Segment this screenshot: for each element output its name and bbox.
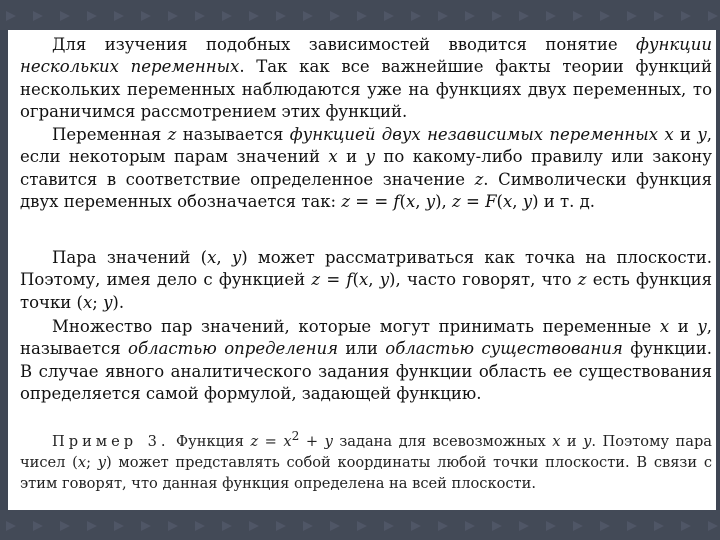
- arrow-bullet-icon: [519, 11, 529, 21]
- arrow-bullet-icon: [600, 521, 610, 531]
- arrow-bullet-icon: [465, 521, 475, 531]
- math-text: y: [365, 147, 375, 167]
- math-text: z: [341, 191, 351, 211]
- arrow-bullet-icon: [195, 11, 205, 21]
- arrow-bullet-icon: [114, 11, 124, 21]
- arrow-bullet-icon: [222, 521, 232, 531]
- arrow-bullet-icon: [384, 11, 394, 21]
- text-run: Пара значений (: [52, 248, 208, 267]
- text-run: по какому-либо правилу или закону ставится в соответствие определенное значение: [20, 147, 712, 189]
- document-page: [8, 30, 716, 510]
- text-run: (: [496, 191, 503, 211]
- text-run: и: [669, 317, 698, 336]
- text-run: =: [460, 191, 486, 211]
- math-text: областью существования: [385, 339, 623, 359]
- math-text: x: [405, 191, 416, 211]
- arrow-bullet-icon: [546, 521, 556, 531]
- text-run: ,: [216, 248, 232, 267]
- text-run: (: [399, 191, 406, 211]
- arrow-bullet-icon: [276, 11, 286, 21]
- arrow-bullet-icon: [708, 521, 718, 531]
- arrow-bullet-icon: [465, 11, 475, 21]
- math-text: функцией двух независимых переменных x: [289, 125, 674, 144]
- math-text: x: [358, 270, 369, 290]
- math-text: x: [659, 317, 670, 336]
- text-run: ,: [512, 191, 523, 211]
- arrow-bullet-icon: [546, 11, 556, 21]
- arrow-bullet-icon: [222, 11, 232, 21]
- arrow-bullet-icon: [60, 11, 70, 21]
- arrow-bullet-icon: [303, 11, 313, 21]
- arrow-bullet-icon: [708, 11, 718, 21]
- text-run: (: [352, 270, 359, 290]
- text-run: и: [560, 432, 584, 450]
- arrow-bullet-icon: [276, 521, 286, 531]
- top-arrow-strip: [0, 0, 720, 30]
- math-text: z: [167, 125, 177, 144]
- arrow-bullet-icon: [330, 11, 340, 21]
- text-run: или: [338, 339, 386, 359]
- text-run: Для изучения подобных зависимостей вводится понятие: [52, 35, 637, 54]
- math-text: F: [485, 191, 497, 211]
- text-run: задана для всевозможных: [332, 432, 553, 450]
- math-text: функции нескольких переменных: [20, 35, 712, 77]
- text-run: Переменная: [52, 125, 168, 144]
- arrow-bullet-icon: [411, 11, 421, 21]
- paragraph-1: [20, 34, 712, 123]
- text-run: =: [258, 432, 284, 450]
- math-text: y: [697, 125, 707, 144]
- math-text: z: [311, 270, 321, 290]
- math-text: z: [474, 169, 484, 189]
- text-run: ), часто говорят, что: [389, 270, 578, 290]
- arrow-bullet-icon: [60, 521, 70, 531]
- text-run: 2: [291, 429, 300, 443]
- text-run: . Поэтому пара чисел (: [20, 432, 712, 472]
- text-run: ).: [112, 292, 125, 312]
- text-run: функции. В случае явного аналитического задания функции область ее существования определяется самой формулой, задающей функцию.: [20, 339, 712, 403]
- arrow-bullet-icon: [681, 521, 691, 531]
- arrow-bullet-icon: [6, 521, 16, 531]
- text-run: . Так как все важнейшие факты теории функций нескольких переменных наблюдаются уже на функциях двух переменных, то ограничимся рассмотрением этих функций.: [20, 57, 712, 121]
- arrow-bullet-icon: [195, 521, 205, 531]
- math-text: x: [207, 248, 217, 267]
- text-run: = =: [350, 191, 394, 211]
- text-run: называется: [176, 125, 290, 144]
- math-text: областью определения: [128, 339, 338, 359]
- text-run: +: [299, 432, 325, 450]
- math-text: z: [577, 270, 587, 290]
- text-run: Функция: [169, 432, 251, 450]
- paragraph-2: [20, 124, 712, 213]
- math-text: y: [697, 317, 707, 336]
- text-run: ),: [435, 191, 453, 211]
- math-text: y: [97, 454, 107, 472]
- math-text: y: [425, 191, 436, 211]
- math-text: z: [452, 191, 461, 211]
- text-run: ;: [86, 454, 98, 472]
- arrow-bullet-icon: [87, 521, 97, 531]
- text-run: ,: [368, 270, 380, 290]
- math-text: x: [82, 292, 93, 312]
- paragraph-3: [20, 247, 712, 314]
- arrow-bullet-icon: [141, 521, 151, 531]
- arrow-bullet-icon: [249, 521, 259, 531]
- arrow-bullet-icon: [87, 11, 97, 21]
- paragraph-4: [20, 316, 712, 405]
- arrow-bullet-icon: [438, 521, 448, 531]
- arrow-bullet-icon: [114, 521, 124, 531]
- math-text: f: [393, 191, 400, 211]
- arrow-bullet-icon: [330, 521, 340, 531]
- text-run: . Символически функция двух переменных обозначается так:: [20, 169, 712, 211]
- math-text: y: [583, 432, 592, 450]
- math-text: x: [77, 454, 87, 472]
- math-text: z: [250, 432, 259, 450]
- arrow-bullet-icon: [303, 521, 313, 531]
- math-text: x: [502, 191, 513, 211]
- arrow-bullet-icon: [492, 521, 502, 531]
- text-run: ,: [415, 191, 426, 211]
- math-text: f: [346, 270, 353, 290]
- math-text: y: [379, 270, 390, 290]
- arrow-bullet-icon: [492, 11, 502, 21]
- arrow-bullet-icon: [654, 521, 664, 531]
- arrow-bullet-icon: [168, 521, 178, 531]
- math-text: x: [328, 147, 338, 167]
- text-run: есть функция точки (: [20, 270, 712, 312]
- bottom-arrow-strip: [0, 510, 720, 540]
- text-run: , называется: [20, 317, 712, 359]
- arrow-bullet-icon: [600, 11, 610, 21]
- arrow-bullet-icon: [654, 11, 664, 21]
- arrow-bullet-icon: [519, 521, 529, 531]
- arrow-bullet-icon: [681, 11, 691, 21]
- math-text: y: [103, 292, 113, 312]
- arrow-bullet-icon: [573, 11, 583, 21]
- arrow-bullet-icon: [168, 11, 178, 21]
- arrow-bullet-icon: [627, 11, 637, 21]
- arrow-bullet-icon: [573, 521, 583, 531]
- text-run: ) может представлять собой координаты любой точки плоскости. В связи с этим говорят, что данная функция определена на всей плоскости.: [20, 454, 712, 493]
- arrow-bullet-icon: [33, 521, 43, 531]
- text-run: и: [673, 125, 698, 144]
- arrow-bullet-icon: [357, 11, 367, 21]
- example-label: Пример 3.: [52, 432, 170, 450]
- math-text: y: [231, 248, 242, 267]
- arrow-bullet-icon: [6, 11, 16, 21]
- text-run: ) может рассматриваться как точка на плоскости. Поэтому, имея дело с функцией: [20, 248, 712, 290]
- arrow-bullet-icon: [357, 521, 367, 531]
- text-run: , если некоторым парам значений: [20, 125, 712, 167]
- text-run: и: [337, 147, 366, 167]
- arrow-bullet-icon: [141, 11, 151, 21]
- math-text: x: [552, 432, 561, 450]
- arrow-bullet-icon: [627, 521, 637, 531]
- arrow-bullet-icon: [33, 11, 43, 21]
- arrow-bullet-icon: [438, 11, 448, 21]
- arrow-bullet-icon: [249, 11, 259, 21]
- math-text: y: [522, 191, 533, 211]
- text-run: ;: [92, 292, 104, 312]
- text-run: =: [320, 270, 347, 290]
- math-text: y: [324, 432, 333, 450]
- arrow-bullet-icon: [411, 521, 421, 531]
- arrow-bullet-icon: [384, 521, 394, 531]
- text-run: Множество пар значений, которые могут принимать переменные: [52, 317, 660, 336]
- math-text: x: [283, 432, 292, 450]
- text-run: ) и т. д.: [532, 191, 596, 211]
- example-paragraph: [20, 426, 712, 494]
